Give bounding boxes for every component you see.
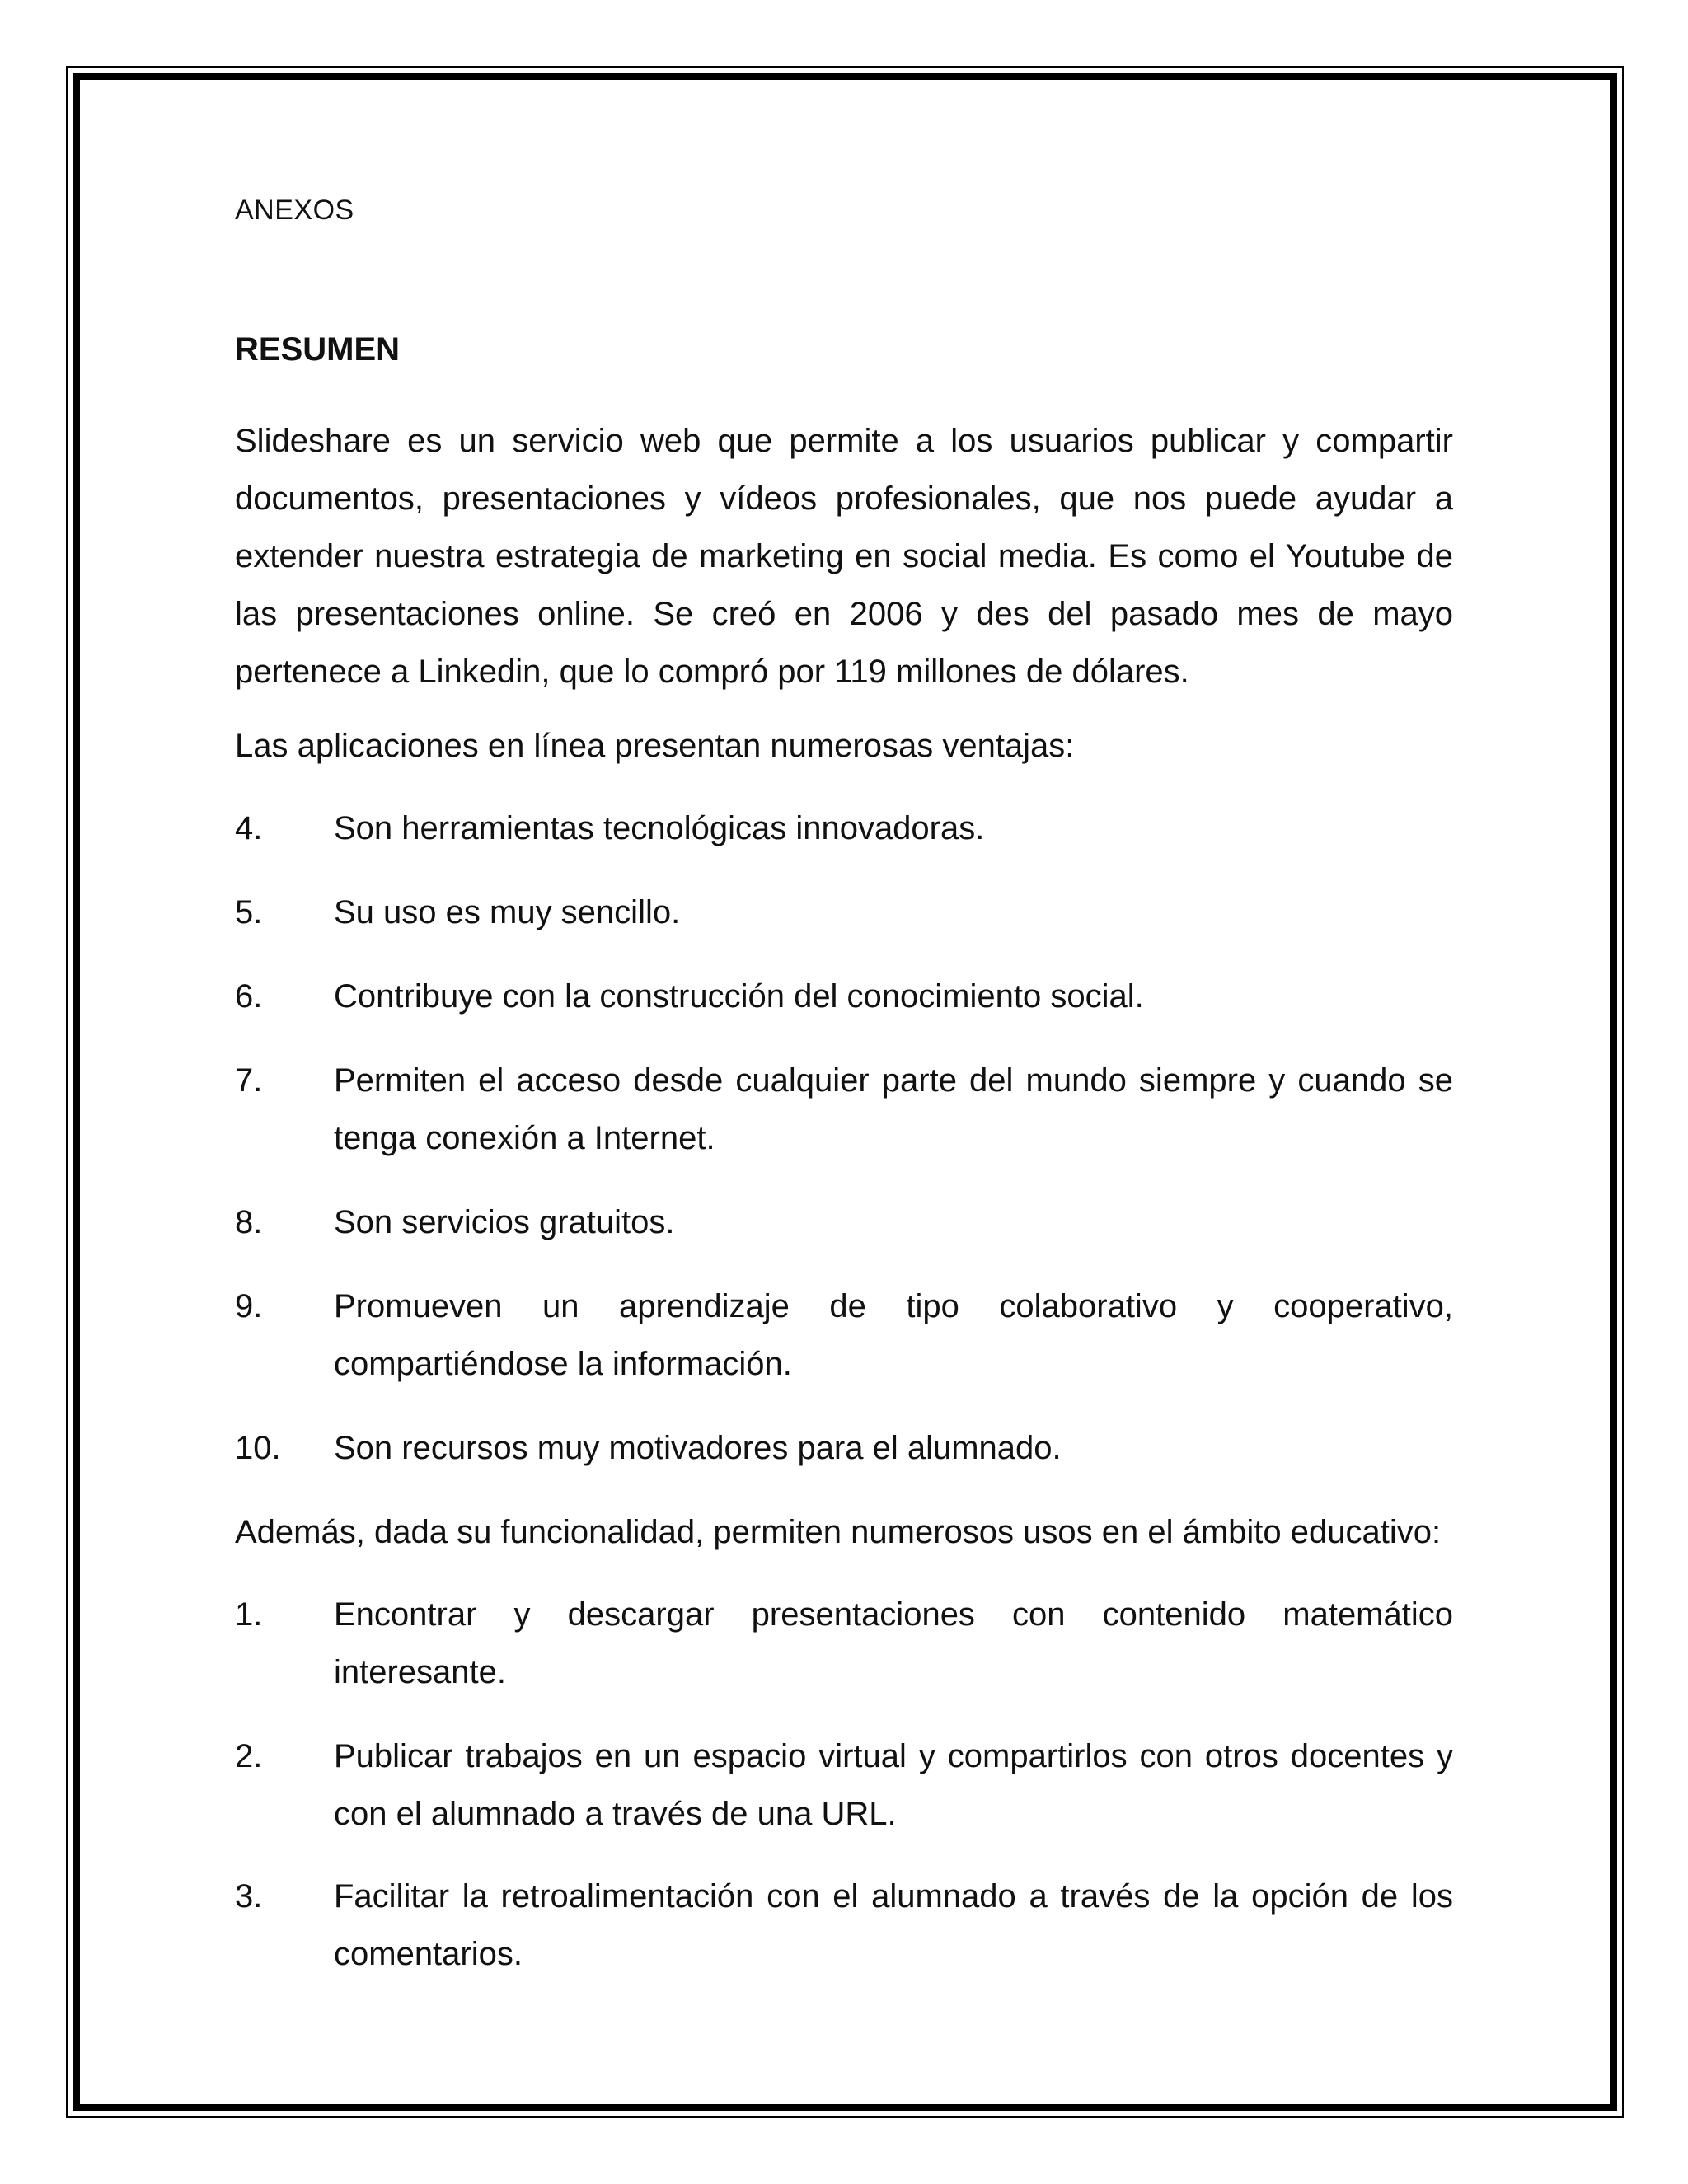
list-item-text: Facilitar la retroalimentación con el alumnado a través de la opción de los comentarios.: [334, 1878, 1453, 1972]
list-item: [235, 799, 1453, 857]
list-item-text: Promueven un aprendizaje de tipo colaborativo y cooperativo, compartiéndose la información.: [334, 1288, 1453, 1382]
list-item-number: 7.: [235, 1062, 263, 1099]
list-item: [235, 1052, 1453, 1167]
list-item-text: Publicar trabajos en un espacio virtual y compartirlos con otros docentes y con el alumnado a través de una URL.: [334, 1738, 1453, 1832]
list-item: [235, 1727, 1453, 1843]
list-item-number: 6.: [235, 978, 263, 1015]
list-item: [235, 968, 1453, 1025]
list-item-text: Contribuye con la construcción del conocimiento social.: [334, 978, 1144, 1015]
list-item: [235, 1419, 1453, 1477]
list-item: [235, 883, 1453, 941]
list-item-text: Encontrar y descargar presentaciones con contenido matemático interesante.: [334, 1596, 1453, 1690]
list-item-text: Su uso es muy sencillo.: [334, 894, 681, 930]
list-item: [235, 1868, 1453, 1983]
page-heading: RESUMEN: [235, 331, 401, 368]
list-item-text: Son herramientas tecnológicas innovadoras.: [334, 810, 985, 846]
list-item: [235, 1193, 1453, 1251]
section-label: ANEXOS: [235, 194, 354, 226]
list-item-number: 8.: [235, 1204, 263, 1240]
list-item-number: 2.: [235, 1738, 263, 1774]
uses-intro: Además, dada su funcionalidad, permiten numerosos usos en el ámbito educativo:: [235, 1514, 1442, 1550]
list-item: [235, 1586, 1453, 1701]
list-item-text: Permiten el acceso desde cualquier parte del mundo siempre y cuando se tenga conexión a Internet.: [334, 1062, 1453, 1156]
list-item-number: 9.: [235, 1288, 263, 1324]
advantages-intro: Las aplicaciones en línea presentan numerosas ventajas:: [235, 728, 1075, 764]
list-item-number: 4.: [235, 810, 263, 846]
list-item-number: 5.: [235, 894, 263, 930]
list-item: [235, 1277, 1453, 1393]
intro-paragraph: Slideshare es un servicio web que permite a los usuarios publicar y compartir documentos, presentaciones y vídeos profesionales, que nos puede ayudar a extender nuestra estrategia de marketing en social media. Es como el Youtube de las presentaciones online. Se creó en 2006 y des del pasado mes de mayo pertenece a Linkedin, que lo compró por 119 millones de dólares.: [235, 423, 1453, 690]
list-item-text: Son recursos muy motivadores para el alumnado.: [334, 1430, 1062, 1466]
list-item-number: 1.: [235, 1596, 263, 1633]
list-item-number: 3.: [235, 1878, 263, 1915]
list-item-number: 10.: [235, 1430, 281, 1466]
list-item-text: Son servicios gratuitos.: [334, 1204, 675, 1240]
